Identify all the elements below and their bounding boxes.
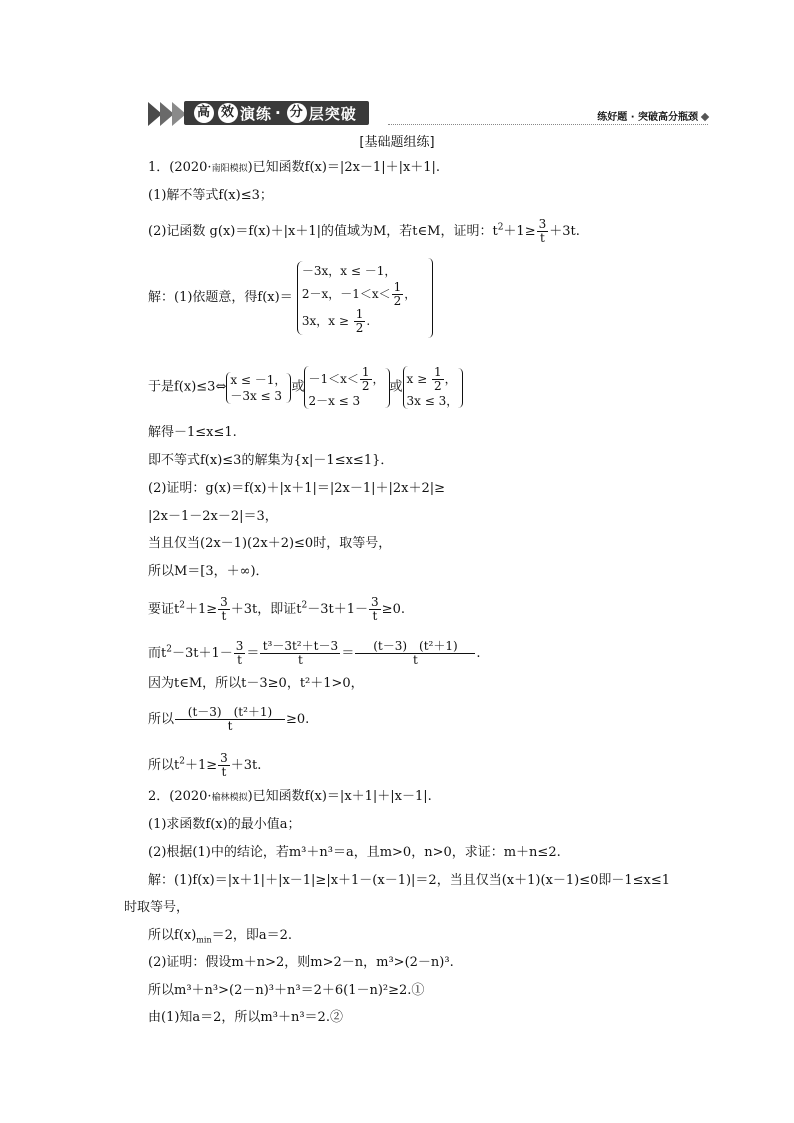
fraction [392,281,404,308]
text: 2－x，－1＜x＜ [301,287,391,301]
q1-line: 当且仅当(2x－1)(2x＋2)≤0时，取等号， [148,536,392,551]
num: 1 [355,307,364,321]
num: t³－3t²＋t－3 [260,640,340,654]
fraction [218,596,230,623]
line: －3x ≤ 3 [230,388,283,403]
text: ≥0. [381,602,405,617]
text: ＋1≥ [503,224,536,239]
text: ＝ [246,646,260,661]
section-title: [基础题组练] [359,135,435,150]
q1-line-therefore [148,706,309,733]
line: x ≥ $\frac{1}{2}$ ， [406,365,457,393]
q2-solution-min [148,928,292,949]
q1-line: (2)证明：g(x)＝f(x)＋|x＋1|＝|2x－1|＋|2x＋2|≥ [148,481,446,496]
source-tag: 榆林模拟 [211,793,248,803]
text: 于是f(x)≤3⇔ [148,379,227,395]
right-brace [428,258,433,338]
q2-part1: (1)求函数f(x)的最小值a； [148,817,301,832]
fraction [218,752,230,779]
page-header [148,100,708,128]
num: 1 [393,280,402,294]
text: ＋3t. [549,224,580,239]
num: 3 [371,595,379,609]
banner-dot: · [275,104,282,122]
subscript: min [196,935,212,945]
text: 或 [291,379,305,395]
text: －1＜x＜ [308,372,359,386]
case-line: 3x，x ≥ $\frac{1}{2}$ . [301,307,371,335]
den: 2 [393,294,402,308]
system-1 [226,372,286,404]
den: t [221,765,227,779]
banner-text: 演练 [240,104,273,123]
q1-line-proof-goal [148,596,405,623]
den: t [221,609,227,623]
q2-stem [148,789,432,806]
q1-part1: (1)解不等式f(x)≤3； [148,188,273,203]
den: t [237,653,242,667]
header-rule [388,124,708,125]
num: 3 [235,639,244,653]
fraction [360,366,372,393]
fraction [234,640,246,667]
text: 所以f(x) [148,928,197,943]
den: t [227,719,233,733]
q2-solution-line: 时取等号， [124,900,190,915]
q2-part2: (2)根据(1)中的结论，若m³＋n³＝a，且m>0，n>0，求证：m＋n≤2. [148,845,561,860]
banner-char: 效 [218,103,238,123]
exp: 2 [301,600,308,611]
q-number: 1．(2020· [148,160,212,175]
q1-line: 所以M＝[3，＋∞)． [148,564,269,579]
q1-solution-cases [148,258,433,338]
header-slogan: 练好题 · 突破高分瓶颈 [597,112,698,123]
text: ＋3t，即证t [230,602,302,617]
den: t [540,231,545,245]
num: 3 [538,217,547,231]
line: 2－x ≤ 3 [308,394,361,408]
text: －3t＋1－ [171,646,233,661]
num: (t－3) (t²＋1) [355,640,475,654]
piecewise-brace [297,261,416,335]
fraction [260,640,340,667]
stem-text: )已知函数f(x)＝|x＋1|＋|x－1|. [247,789,432,804]
text: x ≥ [406,372,431,386]
text: －3t＋1－ [307,602,369,617]
fraction [175,706,285,733]
system-3 [403,366,459,409]
den: 2 [433,379,442,393]
text: 解：(1)依题意，得f(x)＝ [148,290,293,305]
fraction [369,596,381,623]
fraction [537,218,549,245]
den: 2 [361,379,370,393]
den: 2 [355,321,364,335]
fraction [354,308,366,335]
text: (2)记函数 g(x)＝f(x)＋|x＋1|的值域为M，若t∈M，证明：t [148,224,498,239]
case-line: 2－x，－1＜x＜ $\frac{1}{2}$ ， [301,280,417,308]
line: －1＜x＜ $\frac{1}{2}$ ， [308,365,385,393]
q2-solution-line: 由(1)知a＝2，所以m³＋n³＝2.② [148,1010,343,1025]
den: t [413,653,418,667]
banner-char: 分 [287,103,307,123]
q2-solution-line: 解：(1)f(x)＝|x＋1|＋|x－1|≥|x＋1－(x－1)|＝2，当且仅当(x＋1)(x－1)≤0即－1≤x≤1 [148,873,671,888]
q1-stem [148,160,440,177]
text: ＝2，即a＝2. [211,928,293,943]
exp: 2 [166,644,172,655]
exp: 2 [179,756,185,767]
banner-text: 层突破 [308,104,357,123]
den: t [372,609,378,623]
num: 3 [220,751,228,765]
text: 3x，x ≥ [301,314,353,328]
q1-line: 因为t∈M，所以t－3≥0，t²＋1>0， [148,676,364,691]
q1-line: 解得－1≤x≤1. [148,425,237,440]
banner-char: 高 [194,103,214,123]
num: 1 [361,365,370,379]
num: 1 [433,365,442,379]
text: 或 [389,379,403,395]
q1-conclusion [148,752,261,779]
q2-solution-line: (2)证明：假设m＋n>2，则m>2－n，m³>(2－n)³. [148,955,454,970]
q1-line: |2x－1－2x－2|＝3， [148,509,278,524]
num: 3 [220,595,228,609]
text: 所以 [148,712,175,727]
right-brace [458,368,463,408]
text: ＋1≥ [184,602,218,617]
fraction [432,366,444,393]
line: x ≤ －1， [230,372,287,387]
q1-line-identity: 而$t^2-3t+1-$ $\frac{3}{t}$ ＝ $\frac{\text{t³－3t²＋t－3}}{t}$ ＝ $\frac{\text{(t－3) (t²＋1)}}{t}$ . [148,639,481,667]
text: ＝ [341,646,355,661]
exp: 2 [179,600,185,611]
q1-part2 [148,218,580,245]
den: t [297,653,303,667]
text: ＋1≥ [184,758,218,773]
source-tag: 南阳模拟 [211,164,248,174]
system-2 [304,366,384,409]
q1-system [148,366,463,409]
text: 所以t [148,758,180,773]
section-banner [184,101,369,125]
line: 3x ≤ 3， [406,394,459,408]
text: 要证t [148,602,180,617]
text: 而t [148,646,167,661]
q2-solution-line: 所以m³＋n³>(2－n)³＋n³＝2＋6(1－n)²≥2.① [148,983,425,998]
case-line: －3x，x ≤ －1， [301,264,397,278]
text: ≥0. [286,712,310,727]
exp: 2 [497,222,504,233]
num: (t－3) (t²＋1) [175,706,285,720]
q-number: 2．(2020· [148,789,212,804]
q1-line: 即不等式f(x)≤3的解集为{x|－1≤x≤1}． [148,453,394,468]
fraction [355,640,475,667]
diamond-icon [701,113,709,121]
text: ＋3t. [230,758,262,773]
stem-text: )已知函数f(x)＝|2x－1|＋|x＋1|. [247,160,441,175]
